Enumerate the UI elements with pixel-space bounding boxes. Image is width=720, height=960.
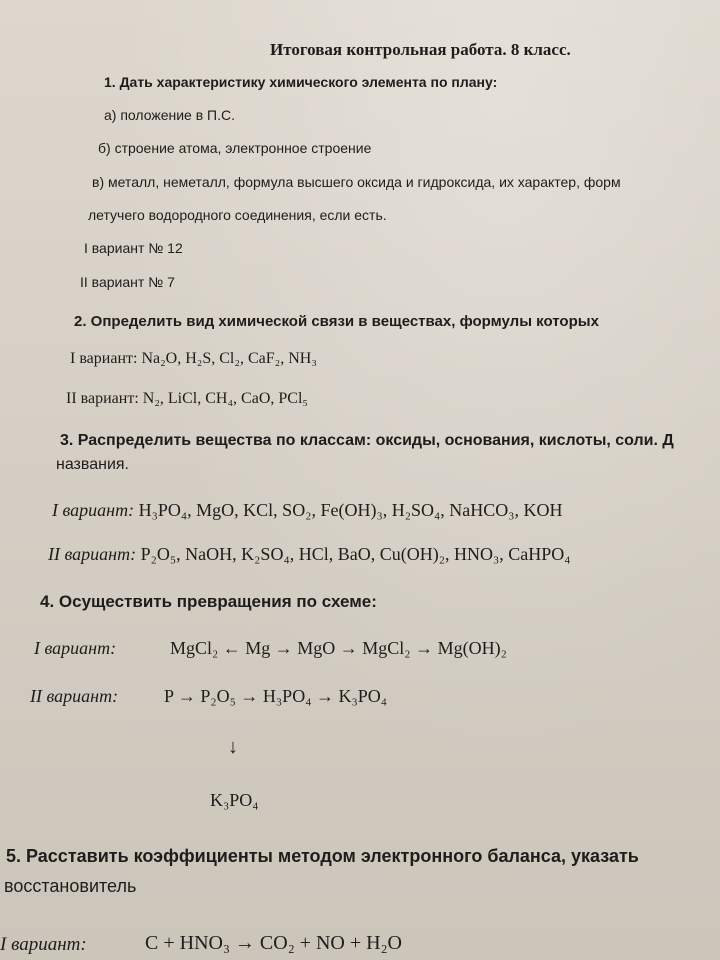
question-5-variant-1-label: I вариант: [0,934,87,955]
question-2: 2. Определить вид химической связи в веществах, формулы которых [74,313,599,330]
page-title: Итоговая контрольная работа. 8 класс. [270,40,571,59]
question-1-item-c-continued: летучего водородного соединения, если есть. [88,207,387,223]
variant-label: I вариант: [52,500,135,520]
question-2-variant-2 [66,390,308,408]
reaction-scheme-2: P → P₂O₅ → H₃PO₄ → K₃PO₄ [164,686,388,706]
arrow-down-icon: ↓ [228,736,238,758]
question-1: 1. Дать характеристику химического элемента по плану: [104,74,498,90]
question-1-item-a: а) положение в П.С. [104,107,236,123]
question-1-item-b: б) строение атома, электронное строение [98,140,372,156]
question-1-variant-1: I вариант № 12 [84,240,183,256]
variant-label: II вариант: [48,544,137,564]
variant-label: I вариант: [70,350,138,367]
variant-label: II вариант: [66,390,139,407]
question-3-variant-1 [52,500,563,521]
question-1-item-c: в) металл, неметалл, формула высшего оксида и гидроксида, их характер, форм [92,174,621,190]
question-5-continued: восстановитель [4,876,137,896]
formula-list: Na₂O, H₂S, Cl₂, CaF₂, NH₃ [141,350,317,367]
question-3: 3. Распределить вещества по классам: оксиды, основания, кислоты, соли. Д [60,432,674,449]
question-4-variant-1-label: I вариант: [34,638,117,658]
question-1-variant-2: II вариант № 7 [80,274,175,290]
formula-list: H₃PO₄, MgO, KCl, SO₂, Fe(OH)₃, H₂SO₄, NaHCO₃, KOH [138,500,563,520]
question-4-variant-2-label: II вариант: [30,686,119,706]
formula-list: P₂O₅, NaOH, K₂SO₄, HCl, BaO, Cu(OH)₂, HNO₃, CaHPO₄ [140,544,571,564]
question-4: 4. Осуществить превращения по схеме: [40,592,377,611]
formula-list: N₂, LiCl, CH₄, CaO, PCl₅ [142,390,308,407]
question-2-variant-1 [70,350,317,368]
question-5: 5. Расставить коэффициенты методом электронного баланса, указать [6,846,639,866]
reaction-scheme-1: MgCl₂ ← Mg → MgO → MgCl₂ → Mg(OH)₂ [170,638,507,658]
question-3-continued: названия. [56,456,129,473]
reaction-product: K₃PO₄ [210,790,259,810]
question-3-variant-2 [48,544,571,565]
redox-equation: C + HNO₃ → CO₂ + NO + H₂O [145,932,402,954]
